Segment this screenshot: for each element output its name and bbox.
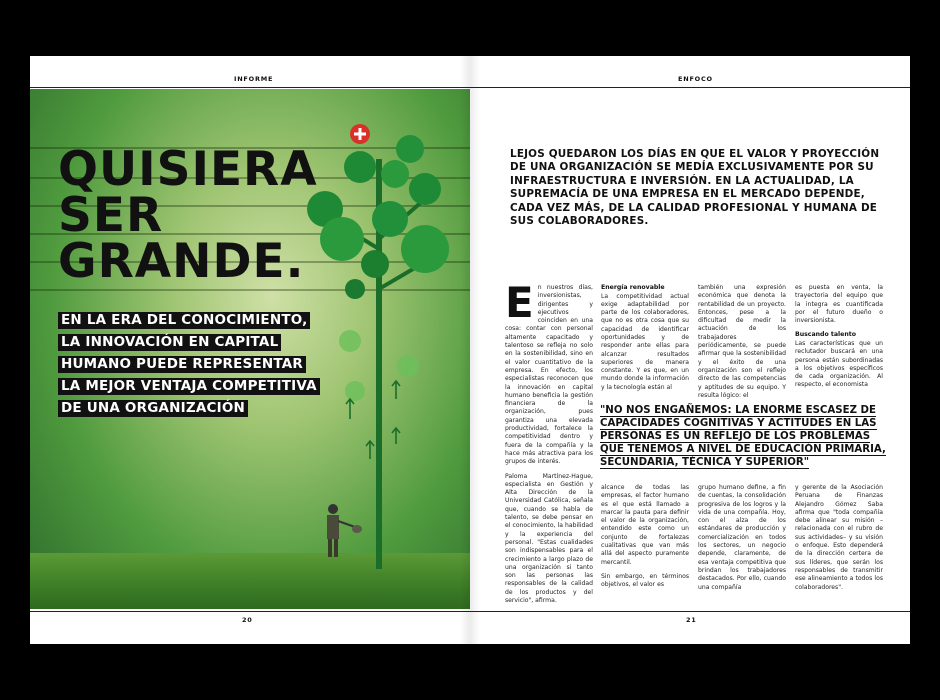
column-1 [505,278,593,605]
headline-line: SER [58,188,164,243]
column-4 [795,284,883,390]
pull-quote-line: PERSONAS ES UN REFLEJO DE LOS PROBLEMAS [600,431,871,442]
top-rule-left [30,87,470,88]
section-label-left: INFORME [234,75,274,83]
pull-quote-line: QUE TENEMOS A NIVEL DE EDUCACIÓN PRIMARIA, [600,444,886,455]
deck-line: LA INNOVACIÓN EN CAPITAL [58,334,281,351]
tree-illustration [30,89,470,609]
article-paragraph: grupo humano define, a fin de cuentas, la consolidación progresiva de los logros y la vida de una compañía. Hoy, con el alza de los estándares de producción y comercialización en todos los sectores, un negocio depende, claramente, de esa ventaja competitiva que brindan los trabajadores destacados. Por ello, cuando una compañía [698,484,786,591]
lead-paragraph: LEJOS QUEDARON LOS DÍAS EN QUE EL VALOR Y PROYECCIÓN DE UNA ORGANIZACIÓN SE MEDÍA EXCLUSIVAMENTE POR SU INFRAESTRUCTURA E INVERSIÓN. EN LA ACTUALIDAD, LA SUPREMACÍA DE UNA EMPRESA EN EL MERCADO DEPENDE, CADA VEZ MÁS, DE LA CALIDAD PROFESIONAL Y HUMANA DE SUS COLABORADORES. [510,148,880,228]
article-paragraph: alcance de todas las empresas, el factor humano es el que está llamado a marcar la pauta para definir el valor de la organización, entendido este como un conjunto de fortalezas cualitativas que van más allá del aspecto puramente mercantil. [601,484,689,566]
subheading: Energía renovable [601,284,665,291]
drop-cap: E [505,278,534,327]
left-page [30,56,470,644]
pull-quote-line: SECUNDARIA, TÉCNICA Y SUPERIOR" [600,457,810,468]
magazine-spread [30,56,910,644]
article-paragraph: Sin embargo, en términos objetivos, el valor es [601,572,689,589]
section-label-right: ENFOCO [678,75,713,83]
article-paragraph: Las características que un reclutador buscará en una persona están subordinadas a los objetivos específicos de cada organización. Al respecto, el economista [795,339,883,389]
column-3-lower [698,484,786,592]
deck-line: LA MEJOR VENTAJA COMPETITIVA [58,378,320,395]
column-2-lower [601,484,689,590]
top-rule-right [470,87,910,88]
bottom-rule-left [30,611,470,612]
headline-line: GRANDE. [58,234,305,289]
deck-line: EN LA ERA DEL CONOCIMIENTO, [58,312,310,329]
pull-quote-line: CAPACIDADES COGNITIVAS Y ACTITUDES EN LAS [600,418,877,429]
page-number-left: 20 [242,616,253,624]
article-paragraph: La competitividad actual exige adaptabilidad por parte de los colaboradores, que no es otra cosa que su capacidad de identificar oportunidades y de responder ante ellas para alcanzar resultados superiores de manera constante. Y es que, en un mundo donde la información y la tecnología están al [601,292,689,391]
column-3 [698,284,786,400]
article-paragraph: y gerente de la Asociación Peruana de Finanzas Alejandro Gómez Saba afirma que "toda compañía debe alinear su misión –relacionada con el rubro de sus actividades– y su visión o enfoque. Esto dependerá de la dirección certera de sus líderes, que serán los responsables de transmitir ese alineamiento a todos los colaboradores". [795,484,883,591]
deck-line: HUMANO PUEDE REPRESENTAR [58,356,306,373]
article-paragraph: Paloma Martínez-Hague, especialista en Gestión y Alta Dirección de la Universidad Católica, señala que, cuando se habla de talento, se debe pensar en el conocimiento, la habilidad y la experiencia del personal. "Estas cualidades son indispensables para el crecimiento a largo plazo de una organización si tanto son las personas las responsables de la calidad de los productos y del servicio", afirma. [505,472,593,604]
headline-line: QUISIERA [58,142,318,197]
right-page [470,56,910,644]
headline [58,142,348,289]
column-4-lower [795,484,883,592]
pull-quote-line: "NO NOS ENGAÑEMOS: LA ENORME ESCASEZ DE [600,405,876,416]
article-paragraph: también una expresión económica que denota la rentabilidad de un proyecto. Entonces, pese a la dificultad de medir la actuación de los trabajadores periódicamente, se puede afirmar que la sostenibilidad y el éxito de una organización son el reflejo directo de las competencias y aptitudes de su equipo. Y resulta lógico: el [698,284,786,399]
article-paragraph [505,278,593,467]
subheading: Buscando talento [795,331,856,339]
bottom-rule-right [470,611,910,612]
column-2 [601,284,689,392]
gardener-figure [327,504,362,557]
deck-line: DE UNA ORGANIZACIÓN [58,400,248,417]
page-number-right: 21 [686,616,697,624]
article-paragraph: es puesta en venta, la trayectoria del equipo que la integra es cuantificada por el futuro dueño o inversionista. [795,284,883,325]
paragraph-text: n nuestros días, inversionistas, dirigentes y ejecutivos coinciden en una cosa: contar con personal altamente capacitado y talentoso se refleja no solo en la sostenibilidad, sino en el valor cuantitativo de la empresa. En efecto, los especialistas reconocen que la innovación en capital humano beneficia la gestión financiera de la organización, pues garantiza una elevada productividad, fortalece la competitividad dentro y fuera de la compañía y la hace más atractiva para los grupos de interés. [505,284,593,466]
deck [58,309,358,419]
pull-quote [600,404,886,469]
